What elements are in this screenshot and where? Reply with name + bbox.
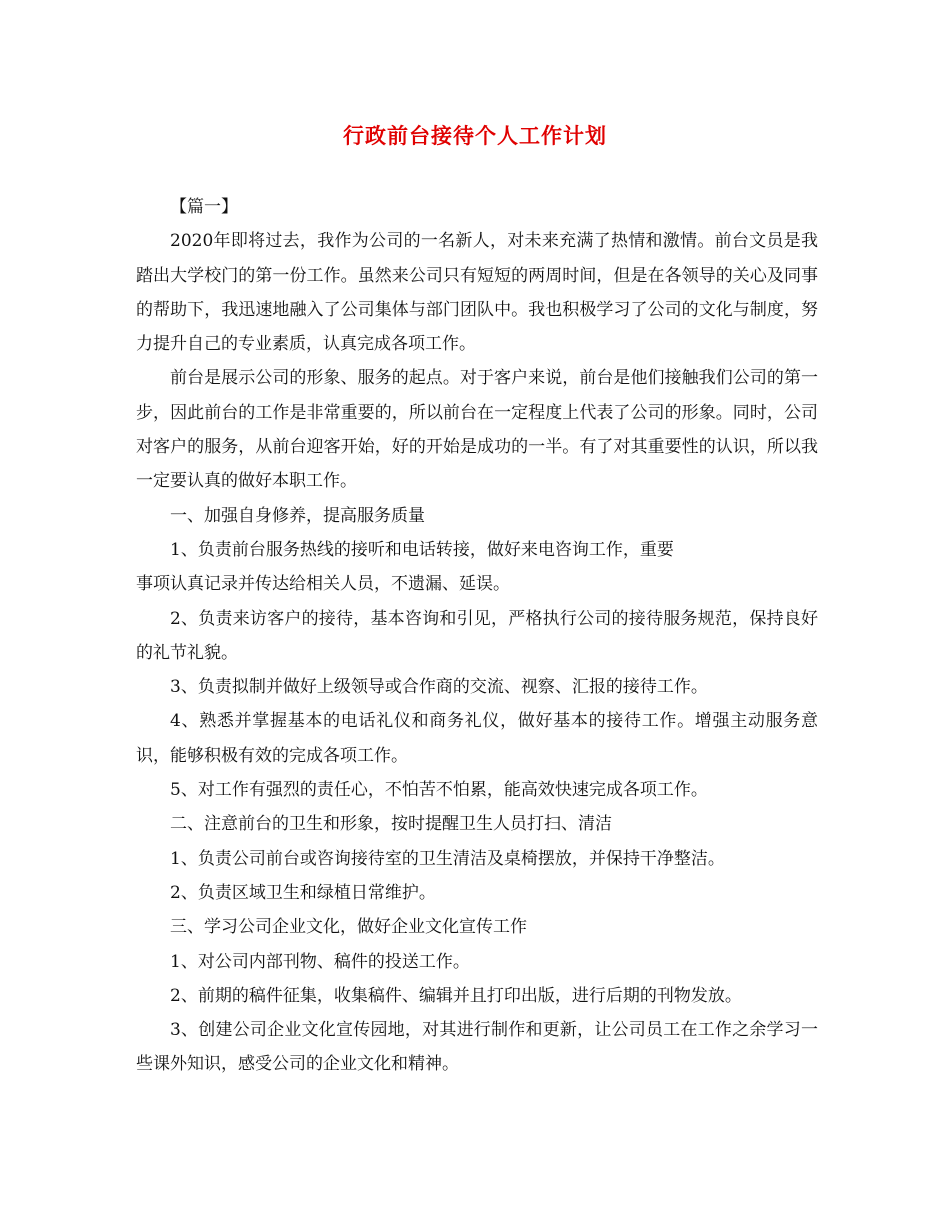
list-item: 1、对公司内部刊物、稿件的投送工作。: [170, 951, 470, 972]
heading-three: 三、学习公司企业文化，做好企业文化宣传工作: [170, 917, 527, 938]
paragraph: 2020年即将过去，我作为公司的一名新人，对未来充满了热情和激情。前台文员是我踏出大学校门的第一份工作。虽然来公司只有短短的两周时间，但是在各领导的关心及同事的帮助下，我迅速地融入了公司集体与部门团队中。我也积极学习了公司的文化与制度，努力提升自己的专业素质，认真完成各项工作。: [136, 231, 818, 355]
document-body: [136, 190, 818, 1082]
list-item-continuation: 事项认真记录并传达给相关人员，不遗漏、延误。: [136, 574, 510, 595]
heading-one: 一、加强自身修养，提高服务质量: [170, 505, 425, 526]
list-item: 3、负责拟制并做好上级领导或合作商的交流、视察、汇报的接待工作。: [170, 677, 708, 698]
list-item: 1、负责公司前台或咨询接待室的卫生清洁及桌椅摆放，并保持干净整洁。: [170, 848, 725, 869]
heading-two: 二、注意前台的卫生和形象，按时提醒卫生人员打扫、清洁: [170, 814, 612, 835]
paragraph: 前台是展示公司的形象、服务的起点。对于客户来说，前台是他们接触我们公司的第一步，因此前台的工作是非常重要的，所以前台在一定程度上代表了公司的形象。同时，公司对客户的服务，从前台迎客开始，好的开始是成功的一半。有了对其重要性的认识，所以我一定要认真的做好本职工作。: [136, 368, 818, 492]
list-item: 2、负责来访客户的接待，基本咨询和引见，严格执行公司的接待服务规范，保持良好的礼节礼貌。: [136, 608, 818, 663]
list-item: 3、创建公司企业文化宣传园地，对其进行制作和更新，让公司员工在工作之余学习一些课外知识，感受公司的企业文化和精神。: [136, 1020, 818, 1075]
document-title: 行政前台接待个人工作计划: [343, 123, 607, 148]
section-label: 【篇一】: [170, 197, 238, 217]
list-item: 5、对工作有强烈的责任心，不怕苦不怕累，能高效快速完成各项工作。: [170, 780, 708, 801]
list-item: 2、负责区域卫生和绿植日常维护。: [170, 882, 436, 903]
list-item: 1、负责前台服务热线的接听和电话转接，做好来电咨询工作，重要: [170, 539, 674, 560]
list-item: 2、前期的稿件征集，收集稿件、编辑并且打印出版，进行后期的刊物发放。: [170, 985, 742, 1006]
list-item: 4、熟悉并掌握基本的电话礼仪和商务礼仪，做好基本的接待工作。增强主动服务意识，能够积极有效的完成各项工作。: [136, 711, 818, 766]
